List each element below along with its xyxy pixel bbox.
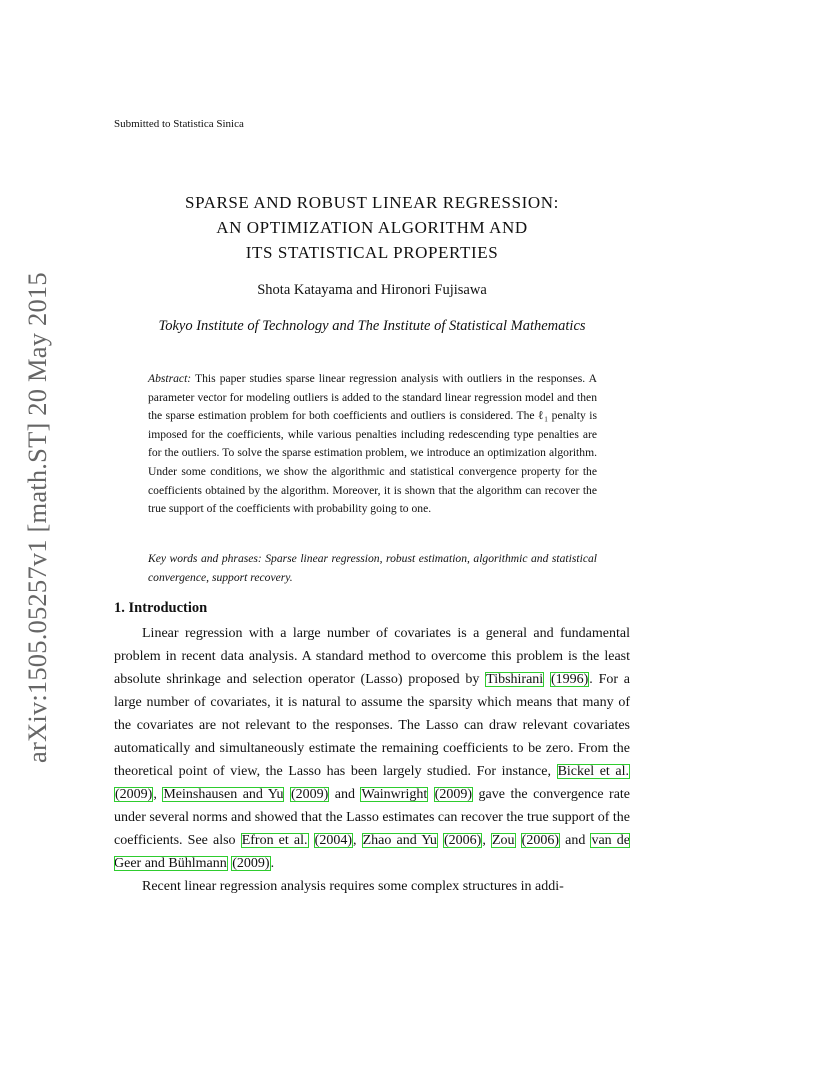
citation-link[interactable]: Tibshirani: [486, 672, 544, 687]
abstract-label: Abstract:: [148, 372, 192, 385]
citation-year-link[interactable]: (2006): [521, 833, 559, 848]
keywords: Key words and phrases: Sparse linear regression, robust estimation, algorithmic and statistical convergence, support recovery.: [148, 552, 597, 584]
journal-note: Submitted to Statistica Sinica: [114, 118, 244, 130]
citation-link[interactable]: Wainwright: [361, 787, 428, 802]
title-line-3: ITS STATISTICAL PROPERTIES: [245, 243, 499, 262]
citation-link[interactable]: Efron et al.: [241, 833, 308, 848]
citation-link[interactable]: Zhao and Yu: [362, 833, 437, 848]
citation-year-link[interactable]: (2009): [115, 787, 153, 802]
abstract: [148, 370, 597, 519]
citation-year-link[interactable]: (2009): [290, 787, 329, 802]
text-run: . For a large number of covariates, it is natural to assume the sparsity which means that many of the covariates are not relevant to the responses. The Lasso can draw relevant covariates automatically and simultaneously estimate the remaining coefficients to be zero. From the theoretical point of view, the Lasso has been largely studied. For instance,: [114, 672, 630, 779]
text-run: and: [329, 787, 361, 802]
citation-link[interactable]: van de Geer and Bühlmann: [114, 833, 631, 871]
text-run: and: [559, 833, 591, 848]
text-run: .: [270, 856, 275, 871]
text-run: ,: [352, 833, 362, 848]
introduction-body: [114, 622, 630, 898]
abstract-text: This paper studies sparse linear regression analysis with outliers in the responses. A parameter vector for modeling outliers is added to the standard linear regression model and then the sparse estimation problem for both coefficients and outliers is considered. The ℓ₁ penalty is imposed for the coefficients, while various penalties including redescending type penalties are for the outliers. To solve the sparse estimation problem, we introduce an optimization algorithm. Under some conditions, we show the algorithmic and statistical convergence property for the coefficients obtained by the algorithm. Moreover, it is shown that the algorithm can recover the true support of the coefficients with probability going to one.: [148, 372, 597, 516]
text-run: Linear regression with a large number of covariates is a general and fundamental problem in recent data analysis. A standard method to overcome this problem is the least absolute shrinkage and selection operator (Lasso) proposed by: [114, 626, 630, 687]
text-run: ,: [153, 787, 163, 802]
citation-year-link[interactable]: (2009): [232, 856, 270, 871]
citation-year-link[interactable]: (2009): [434, 787, 473, 802]
paragraph-2: Recent linear regression analysis requires some complex structures in addi-: [142, 879, 564, 894]
paper-title: [114, 190, 630, 265]
citation-link[interactable]: Meinshausen and Yu: [163, 787, 284, 802]
citation-year-link[interactable]: (2004): [314, 833, 352, 848]
citation-link[interactable]: Bickel et al.: [557, 764, 629, 779]
text-run: gave the convergence rate under several norms and showed that the Lasso estimates can recover the true support of the coefficients. See also: [114, 787, 631, 848]
paragraph-1: [114, 622, 630, 875]
title-line-1: SPARSE AND ROBUST LINEAR REGRESSION:: [185, 193, 559, 212]
citation-year-link[interactable]: (1996): [550, 672, 589, 687]
affiliation: Tokyo Institute of Technology and The Institute of Statistical Mathematics: [158, 318, 586, 334]
authors: Shota Katayama and Hironori Fujisawa: [257, 282, 487, 298]
arxiv-stamp: arXiv:1505.05257v1 [math.ST] 20 May 2015: [22, 272, 52, 764]
citation-link[interactable]: Zou: [491, 833, 515, 848]
section-heading-introduction: 1. Introduction: [114, 600, 208, 616]
title-line-2: AN OPTIMIZATION ALGORITHM AND: [216, 218, 528, 237]
citation-year-link[interactable]: (2006): [444, 833, 482, 848]
text-run: ,: [482, 833, 491, 848]
